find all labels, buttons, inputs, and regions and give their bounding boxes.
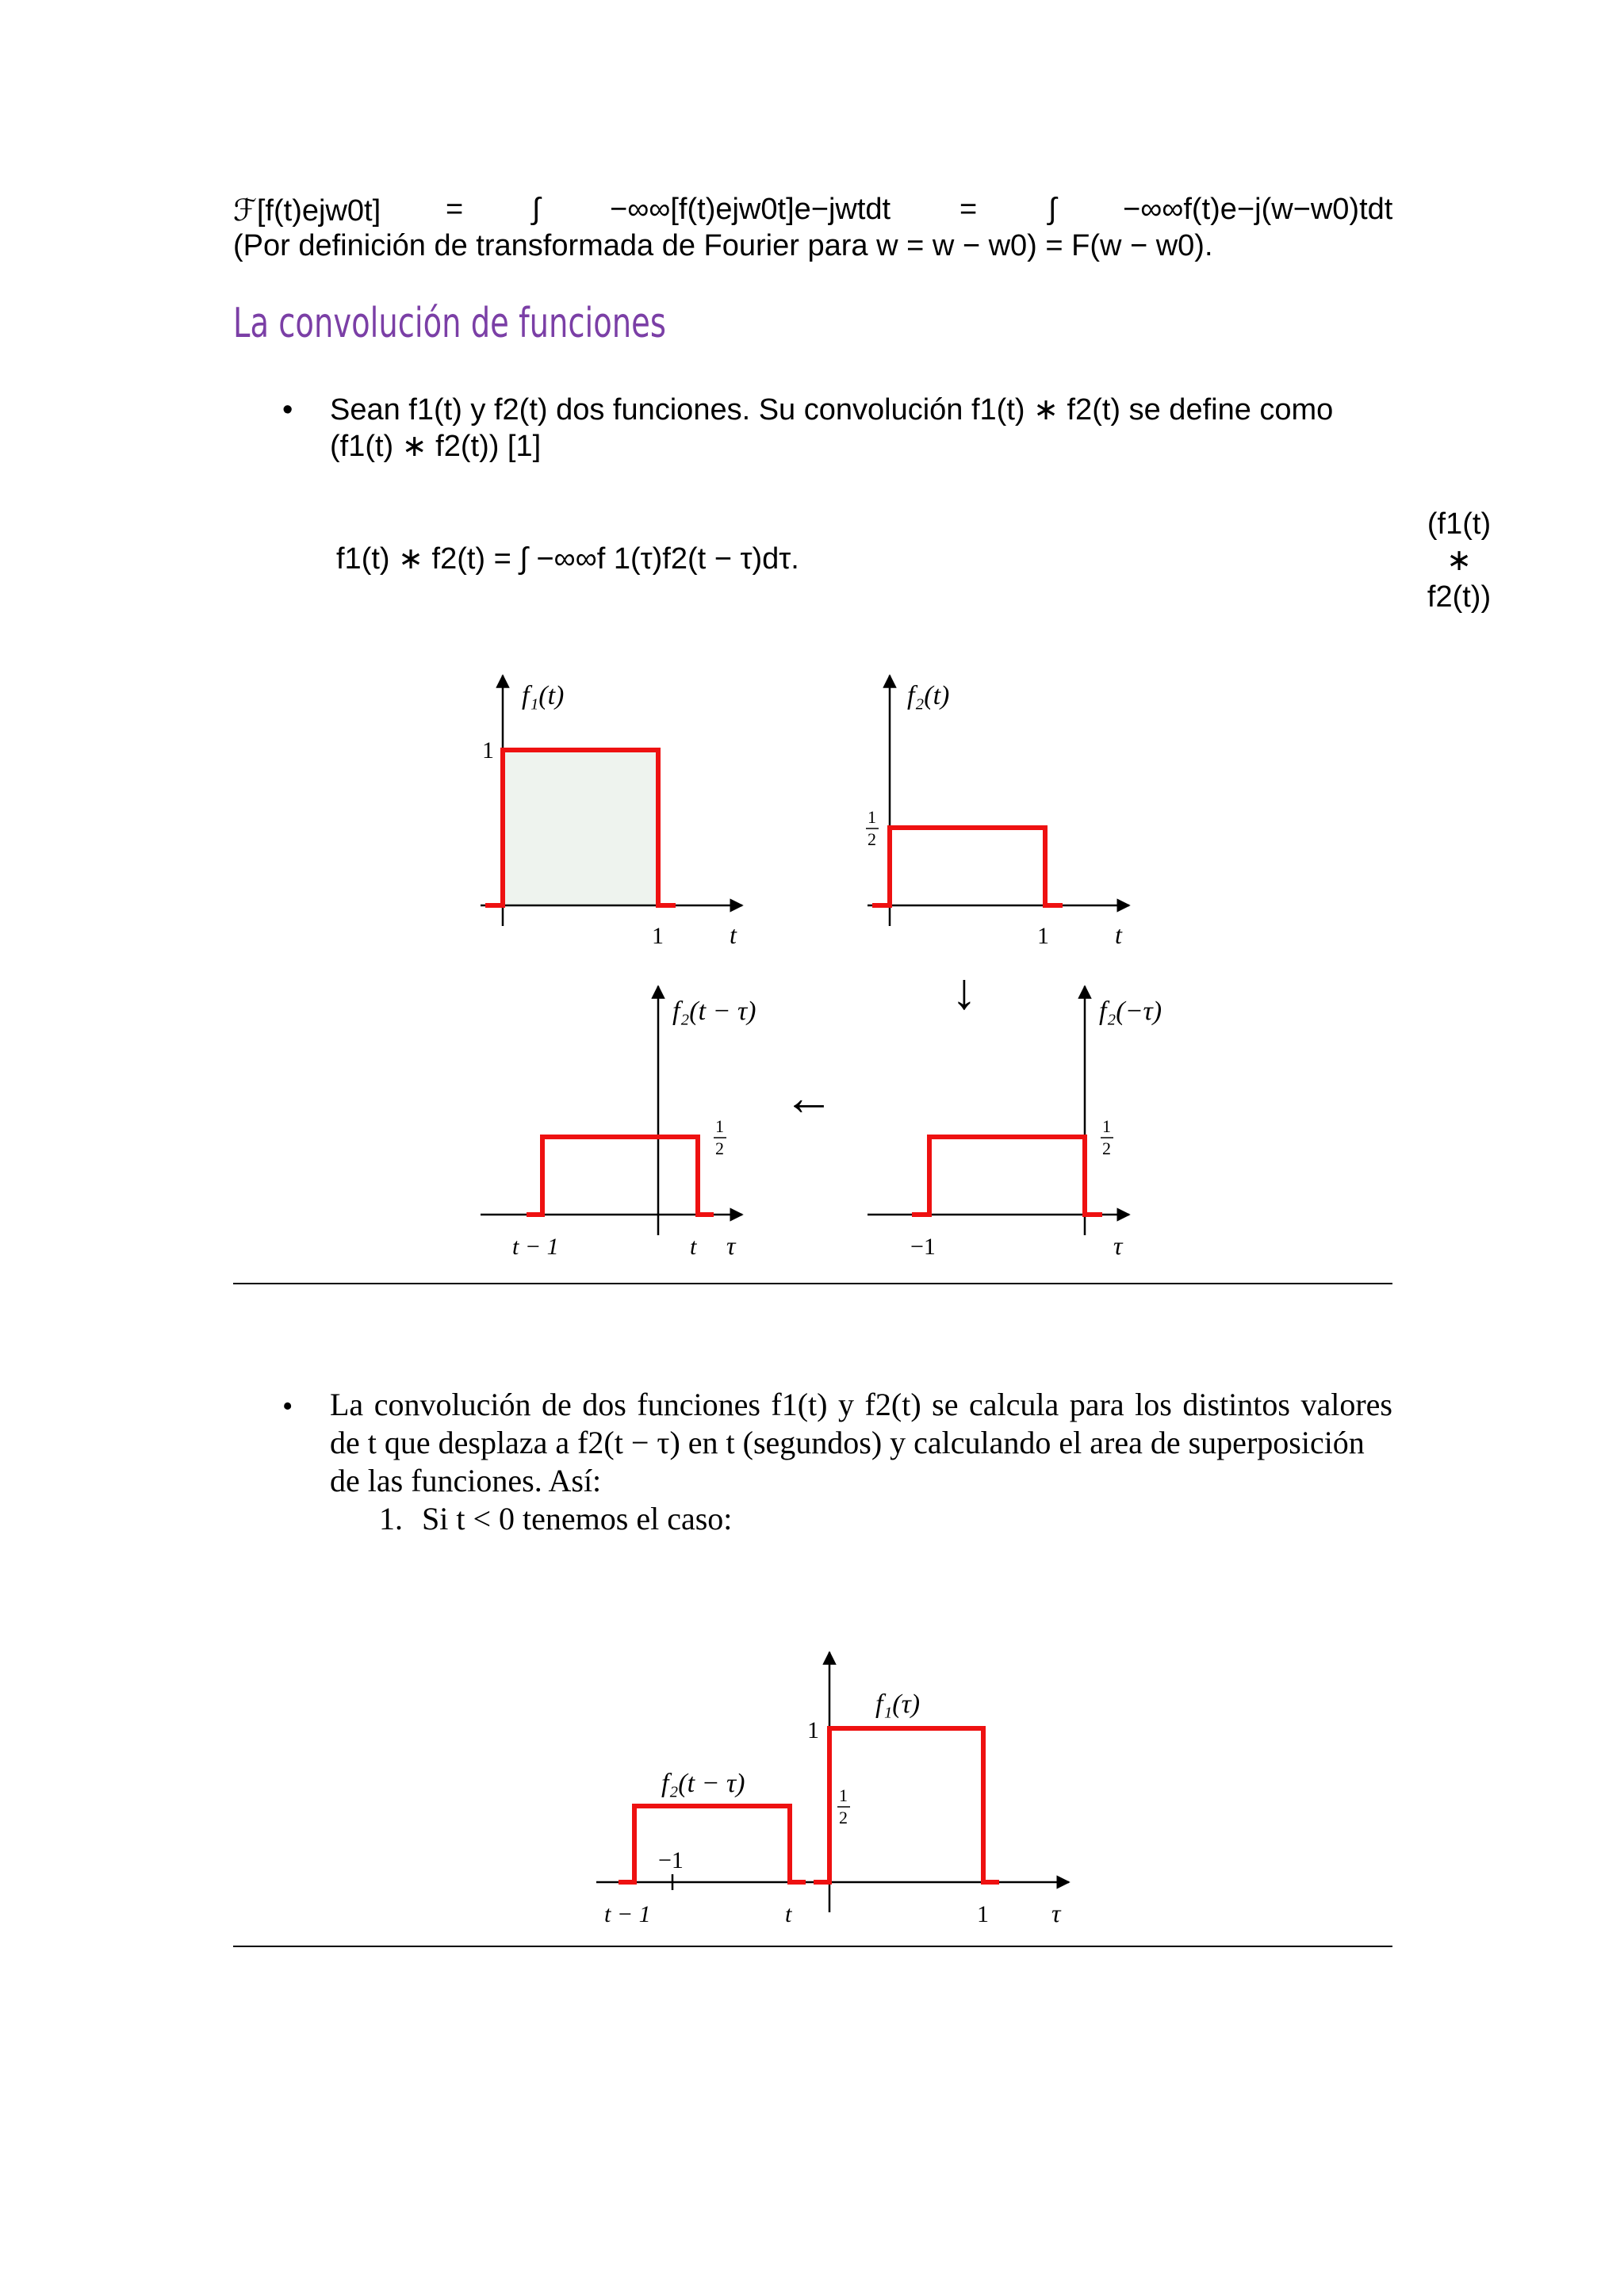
bullet2-text-last: de las funciones. Así: bbox=[330, 1463, 602, 1498]
fig2-f2-label: f₂(t − τ) bbox=[661, 1769, 745, 1798]
f2s-signal bbox=[527, 1137, 714, 1215]
bullet2-paragraph bbox=[330, 1386, 1392, 1500]
f2s-ytick-den: 2 bbox=[715, 1138, 724, 1158]
panel-f2 bbox=[866, 675, 1129, 949]
fig2-f1-signal bbox=[814, 1728, 999, 1882]
f2s-label: f₂(t − τ) bbox=[672, 997, 756, 1026]
f2s-xtick-left: t − 1 bbox=[512, 1234, 559, 1260]
f1-area-shade bbox=[503, 750, 658, 905]
list-item-1 bbox=[379, 1500, 732, 1537]
fig2-ytick-num: 1 bbox=[839, 1785, 848, 1805]
list-item-1-number: 1. bbox=[379, 1501, 403, 1536]
f1-axis-label: t bbox=[730, 920, 737, 949]
fig2-f1-label: f₁(τ) bbox=[875, 1689, 921, 1719]
f2r-ytick-den: 2 bbox=[1102, 1138, 1111, 1158]
fig2-ytick-den: 2 bbox=[839, 1808, 848, 1827]
f1-ytick: 1 bbox=[482, 737, 494, 763]
fourier-definition-note: (Por definición de transformada de Fourier para w = w − w0) = F(w − w0). bbox=[233, 229, 1213, 262]
fourier-mid: −∞∞[f(t)ejw0t]e−jwtdt bbox=[610, 193, 891, 226]
arrow-down-icon: ↓ bbox=[952, 963, 977, 1020]
bullet-marker-1: • bbox=[282, 393, 293, 427]
f2r-label: f₂(−τ) bbox=[1099, 997, 1162, 1026]
divider-1 bbox=[233, 1283, 1392, 1284]
bullet-marker-2: • bbox=[282, 1390, 293, 1423]
section-heading: La convolución de funciones bbox=[233, 300, 666, 347]
fig2-tick-minus1-label: −1 bbox=[658, 1847, 684, 1873]
bullet1-text: Sean f1(t) y f2(t) dos funciones. Su convolución f1(t) ∗ f2(t) se define como (f1(t) ∗ f2(t)) [1] bbox=[330, 393, 1334, 463]
f2-ytick-den: 2 bbox=[868, 829, 876, 849]
figure-convolution-steps bbox=[460, 658, 1174, 1276]
fourier-equals-2: = bbox=[959, 193, 978, 226]
f2r-ytick-num: 1 bbox=[1102, 1116, 1111, 1136]
fig2-xtick-1: 1 bbox=[977, 1901, 989, 1927]
bullet2-text: La convolución de dos funciones f1(t) y f2(t) se calcula para los distintos valores de t que desplaza a f2(t − τ) en t (segundos) y calculando el area de superposición bbox=[330, 1387, 1392, 1460]
side-label-line-2: ∗ bbox=[1446, 544, 1472, 577]
fourier-lhs: ℱ[f(t)ejw0t] bbox=[233, 194, 381, 228]
side-label-line-3: f2(t)) bbox=[1427, 580, 1492, 614]
f2s-ytick-num: 1 bbox=[715, 1116, 724, 1136]
f1-xtick: 1 bbox=[652, 923, 664, 949]
f2-label: f₂(t) bbox=[907, 681, 950, 710]
fig2-ytick-one: 1 bbox=[807, 1717, 819, 1743]
divider-2 bbox=[233, 1946, 1392, 1947]
f2-ytick-num: 1 bbox=[868, 807, 876, 827]
f2r-signal bbox=[912, 1137, 1102, 1215]
fourier-integral-2: ∫ bbox=[1048, 193, 1057, 226]
list-item-1-text: Si t < 0 tenemos el caso: bbox=[422, 1501, 733, 1536]
fourier-rhs: −∞∞f(t)e−j(w−w0)tdt bbox=[1123, 193, 1393, 226]
f2-xtick: 1 bbox=[1037, 923, 1049, 949]
fig2-xtick-t-minus1: t − 1 bbox=[604, 1901, 651, 1927]
panel-f2-reflected bbox=[868, 986, 1162, 1260]
f2r-xtick: −1 bbox=[910, 1234, 936, 1260]
f2-axis-label: t bbox=[1115, 920, 1122, 949]
panel-f1 bbox=[481, 675, 742, 949]
arrow-left-icon: ← bbox=[783, 1070, 834, 1126]
fig2-f2-signal bbox=[619, 1806, 806, 1882]
f2-signal bbox=[872, 828, 1063, 905]
side-label bbox=[1423, 506, 1495, 615]
f2r-axis-label: τ bbox=[1113, 1231, 1123, 1260]
f2s-axis-label: τ bbox=[726, 1231, 736, 1260]
panel-f2-shifted bbox=[481, 986, 756, 1260]
fourier-equals-1: = bbox=[446, 193, 464, 226]
f1-label: f₁(t) bbox=[522, 681, 565, 710]
fig2-axis-label: τ bbox=[1051, 1899, 1061, 1927]
side-label-line-1: (f1(t) bbox=[1427, 507, 1492, 541]
figure-case-t-negative bbox=[587, 1641, 1094, 1942]
fourier-integral-1: ∫ bbox=[532, 193, 541, 226]
f2s-xtick-right: t bbox=[690, 1234, 697, 1260]
fig2-xtick-t: t bbox=[785, 1901, 792, 1927]
convolution-equation: f1(t) ∗ f2(t) = ∫ −∞∞f 1(τ)f2(t − τ)dτ. bbox=[336, 542, 799, 576]
